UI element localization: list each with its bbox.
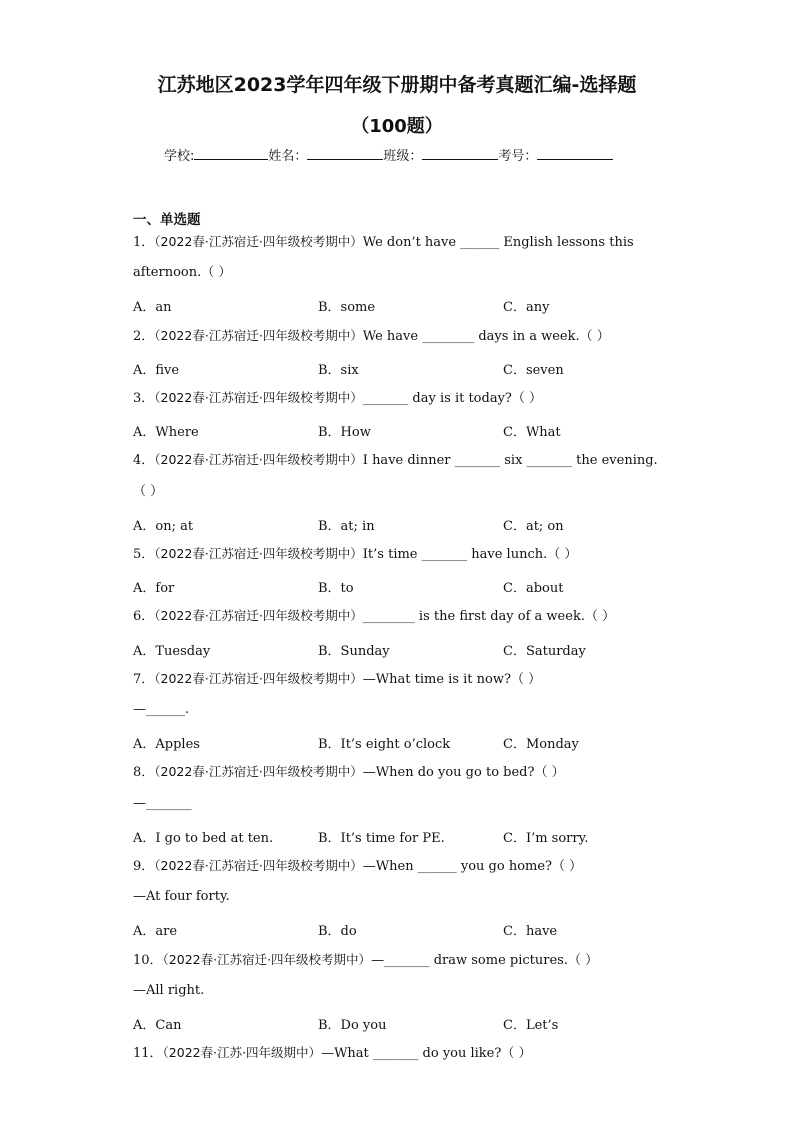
school-blank[interactable] <box>194 147 268 160</box>
question-source: （2022春·江苏宿迁·四年级校考期中） <box>154 452 363 467</box>
question-stem: —When do you go to bed?（ ） <box>362 765 565 780</box>
q2-option-c[interactable]: C．seven <box>503 363 564 378</box>
q3-option-c[interactable]: C．What <box>503 425 561 440</box>
name-label: 姓名： <box>268 149 308 164</box>
question-source: （2022春·江苏宿迁·四年级校考期中） <box>154 608 363 623</box>
question-3 <box>133 390 542 407</box>
q7-option-b[interactable]: B．It’s eight o’clock <box>318 737 451 752</box>
q6-option-a[interactable]: A．Tuesday <box>133 644 211 659</box>
question-number: 8． <box>133 765 155 780</box>
question-stem: —What time is it now?（ ） <box>362 672 542 687</box>
question-9 <box>133 858 582 875</box>
question-source: （2022春·江苏宿迁·四年级校考期中） <box>154 764 363 779</box>
question-number: 9． <box>133 859 155 874</box>
q5-option-c[interactable]: C．about <box>503 581 564 596</box>
q10-option-a[interactable]: A．Can <box>133 1018 182 1033</box>
q4-option-c[interactable]: C．at; on <box>503 519 564 534</box>
question-1-cont: afternoon.（ ） <box>133 265 232 280</box>
question-source: （2022春·江苏宿迁·四年级校考期中） <box>162 952 372 967</box>
name-blank[interactable] <box>307 147 383 160</box>
q7-option-a[interactable]: A．Apples <box>133 737 200 752</box>
page-subtitle: （100题） <box>351 116 443 137</box>
question-11 <box>133 1045 531 1062</box>
question-4 <box>133 452 658 469</box>
question-number: 11． <box>133 1046 163 1061</box>
question-number: 5． <box>133 547 155 562</box>
question-source: （2022春·江苏宿迁·四年级校考期中） <box>154 546 363 561</box>
question-stem: It’s time _______ have lunch.（ ） <box>362 547 578 562</box>
question-stem: We have ________ days in a week.（ ） <box>362 329 610 344</box>
question-source: （2022春·江苏宿迁·四年级校考期中） <box>154 390 363 405</box>
question-1 <box>133 234 634 251</box>
number-blank[interactable] <box>537 147 613 160</box>
q7-option-c[interactable]: C．Monday <box>503 737 579 752</box>
q3-option-a[interactable]: A．Where <box>133 425 199 440</box>
question-source: （2022春·江苏宿迁·四年级校考期中） <box>154 328 363 343</box>
question-source: （2022春·江苏·四年级期中） <box>162 1045 322 1060</box>
q6-option-b[interactable]: B．Sunday <box>318 644 390 659</box>
question-number: 4． <box>133 453 155 468</box>
question-7 <box>133 671 541 688</box>
question-source: （2022春·江苏宿迁·四年级校考期中） <box>154 858 363 873</box>
question-stem: _______ day is it today?（ ） <box>362 391 543 406</box>
question-5 <box>133 546 577 563</box>
q9-option-a[interactable]: A．are <box>133 924 178 939</box>
q9-option-b[interactable]: B．do <box>318 924 357 939</box>
question-number: 6． <box>133 609 155 624</box>
question-stem: We don’t have ______ English lessons this <box>362 235 634 250</box>
q10-option-b[interactable]: B．Do you <box>318 1018 387 1033</box>
q3-option-b[interactable]: B．How <box>318 425 371 440</box>
question-source: （2022春·江苏宿迁·四年级校考期中） <box>154 671 363 686</box>
section-title: 一、单选题 <box>133 212 201 228</box>
question-9-cont: —At four forty. <box>133 889 230 904</box>
q10-option-c[interactable]: C．Let’s <box>503 1018 559 1033</box>
question-number: 2． <box>133 329 155 344</box>
q1-option-c[interactable]: C．any <box>503 300 550 315</box>
q9-option-c[interactable]: C．have <box>503 924 558 939</box>
page-title: 江苏地区2023学年四年级下册期中备考真题汇编-选择题 <box>157 74 637 96</box>
q1-option-a[interactable]: A．an <box>133 300 172 315</box>
q8-option-c[interactable]: C．I’m sorry. <box>503 831 589 846</box>
question-10 <box>133 952 598 969</box>
q8-option-a[interactable]: A．I go to bed at ten. <box>133 831 274 846</box>
question-7-cont: —______. <box>133 702 190 717</box>
q1-option-b[interactable]: B．some <box>318 300 376 315</box>
q5-option-a[interactable]: A．for <box>133 581 175 596</box>
class-label: 班级： <box>383 149 423 164</box>
question-stem: —_______ draw some pictures.（ ） <box>371 953 599 968</box>
q4-option-a[interactable]: A．on; at <box>133 519 194 534</box>
question-source: （2022春·江苏宿迁·四年级校考期中） <box>154 234 363 249</box>
student-info-row <box>164 145 613 164</box>
question-6 <box>133 608 615 625</box>
question-8-cont: —_______ <box>133 796 192 811</box>
q5-option-b[interactable]: B．to <box>318 581 354 596</box>
question-4-cont: （ ） <box>133 484 164 499</box>
question-10-cont: —All right. <box>133 983 205 998</box>
question-number: 3． <box>133 391 155 406</box>
q6-option-c[interactable]: C．Saturday <box>503 644 586 659</box>
question-2 <box>133 328 610 345</box>
question-number: 10． <box>133 953 163 968</box>
q8-option-b[interactable]: B．It’s time for PE. <box>318 831 445 846</box>
question-number: 7． <box>133 672 155 687</box>
question-8 <box>133 764 565 781</box>
question-number: 1． <box>133 235 155 250</box>
question-stem: —What _______ do you like?（ ） <box>321 1046 532 1061</box>
school-label: 学校: <box>164 149 195 164</box>
question-stem: I have dinner _______ six _______ the evening. <box>362 453 658 468</box>
q4-option-b[interactable]: B．at; in <box>318 519 375 534</box>
q2-option-a[interactable]: A．five <box>133 363 180 378</box>
question-stem: ________ is the first day of a week.（ ） <box>362 609 616 624</box>
number-label: 考号： <box>498 149 538 164</box>
class-blank[interactable] <box>422 147 498 160</box>
question-stem: —When ______ you go home?（ ） <box>362 859 583 874</box>
q2-option-b[interactable]: B．six <box>318 363 359 378</box>
